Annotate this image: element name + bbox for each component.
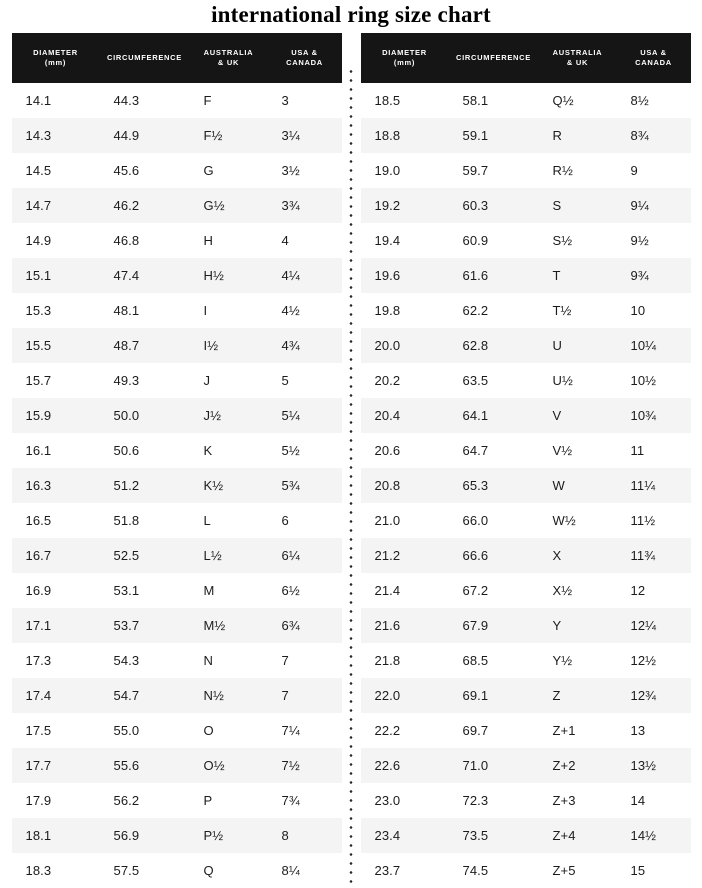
cell-australia-uk: T½ — [552, 303, 572, 319]
cell-australia-uk: M½ — [203, 618, 226, 634]
table-body-right — [361, 83, 691, 888]
cell-circumference: 51.2 — [113, 478, 140, 494]
cell-australia-uk: N½ — [203, 688, 224, 704]
table-row — [361, 608, 691, 643]
table-row — [361, 678, 691, 713]
cell-diameter: 16.9 — [25, 583, 52, 599]
cell-usa-canada: 11¾ — [630, 548, 656, 564]
column-header-australia-uk — [190, 33, 268, 83]
cell-diameter: 20.8 — [374, 478, 401, 494]
cell-australia-uk: J — [203, 373, 211, 389]
column-header-circumference-line1: CIRCUMFERENCE — [456, 53, 531, 63]
table-row — [361, 503, 691, 538]
column-header-usa-canada — [268, 33, 342, 83]
cell-usa-canada: 11 — [630, 443, 645, 459]
cell-diameter: 23.4 — [374, 828, 401, 844]
cell-usa-canada: 15 — [630, 863, 646, 879]
cell-diameter: 20.2 — [374, 373, 401, 389]
cell-australia-uk: L½ — [203, 548, 222, 564]
cell-usa-canada: 8¼ — [281, 863, 300, 879]
cell-diameter: 18.8 — [374, 128, 401, 144]
table-row — [12, 748, 342, 783]
cell-australia-uk: O½ — [203, 758, 225, 774]
cell-usa-canada: 7½ — [281, 758, 300, 774]
cell-diameter: 22.0 — [374, 688, 401, 704]
table-row — [12, 678, 342, 713]
cell-usa-canada: 14 — [630, 793, 646, 809]
cell-australia-uk: Z+4 — [552, 828, 576, 844]
cell-usa-canada: 7¼ — [281, 723, 300, 739]
cell-diameter: 19.8 — [374, 303, 401, 319]
cell-australia-uk: P — [203, 793, 213, 809]
cell-circumference: 49.3 — [113, 373, 140, 389]
column-header-circumference-line1: CIRCUMFERENCE — [107, 53, 182, 63]
cell-circumference: 67.9 — [462, 618, 489, 634]
cell-circumference: 53.7 — [113, 618, 140, 634]
cell-usa-canada: 10½ — [630, 373, 657, 389]
cell-usa-canada: 12 — [630, 583, 646, 599]
cell-australia-uk: X½ — [552, 583, 573, 599]
table-row — [12, 608, 342, 643]
cell-australia-uk: S½ — [552, 233, 573, 249]
cell-circumference: 66.6 — [462, 548, 489, 564]
cell-usa-canada: 8½ — [630, 93, 649, 109]
cell-diameter: 16.7 — [25, 548, 52, 564]
vertical-dotted-divider — [348, 67, 354, 888]
cell-australia-uk: W½ — [552, 513, 576, 529]
cell-usa-canada: 9½ — [630, 233, 649, 249]
column-header-usa-canada-line1: USA & — [291, 48, 318, 58]
cell-circumference: 56.2 — [113, 793, 140, 809]
cell-diameter: 15.1 — [25, 268, 52, 284]
column-header-australia-uk-line1: AUSTRALIA — [203, 48, 254, 58]
cell-diameter: 14.3 — [25, 128, 52, 144]
cell-diameter: 17.3 — [25, 653, 52, 669]
cell-circumference: 58.1 — [462, 93, 489, 109]
cell-usa-canada: 4 — [281, 233, 289, 249]
column-header-diameter — [12, 33, 100, 83]
cell-circumference: 57.5 — [113, 863, 140, 879]
cell-australia-uk: W — [552, 478, 565, 494]
cell-diameter: 18.1 — [25, 828, 52, 844]
table-row — [12, 818, 342, 853]
cell-australia-uk: I — [203, 303, 208, 319]
cell-circumference: 55.6 — [113, 758, 140, 774]
cell-usa-canada: 9 — [630, 163, 638, 179]
cell-circumference: 61.6 — [462, 268, 489, 284]
table-row — [12, 83, 342, 118]
cell-australia-uk: L — [203, 513, 211, 529]
cell-australia-uk: Z+3 — [552, 793, 576, 809]
cell-circumference: 48.1 — [113, 303, 140, 319]
cell-circumference: 56.9 — [113, 828, 140, 844]
cell-australia-uk: N — [203, 653, 213, 669]
cell-australia-uk: M — [203, 583, 215, 599]
table-row — [361, 188, 691, 223]
cell-australia-uk: U — [552, 338, 562, 354]
cell-diameter: 20.6 — [374, 443, 401, 459]
cell-usa-canada: 8 — [281, 828, 289, 844]
cell-circumference: 64.7 — [462, 443, 489, 459]
cell-australia-uk: U½ — [552, 373, 573, 389]
cell-usa-canada: 6 — [281, 513, 289, 529]
column-header-diameter — [361, 33, 449, 83]
cell-circumference: 59.7 — [462, 163, 489, 179]
cell-usa-canada: 11½ — [630, 513, 656, 529]
ring-size-table-left — [12, 33, 342, 888]
cell-circumference: 44.3 — [113, 93, 140, 109]
table-row — [361, 293, 691, 328]
table-row — [12, 258, 342, 293]
cell-australia-uk: S — [552, 198, 562, 214]
column-header-australia-uk-line2: & UK — [566, 58, 589, 68]
cell-diameter: 18.3 — [25, 863, 52, 879]
cell-usa-canada: 13 — [630, 723, 646, 739]
cell-usa-canada: 5½ — [281, 443, 300, 459]
table-row — [361, 468, 691, 503]
cell-usa-canada: 7 — [281, 688, 289, 704]
column-header-usa-canada-line2: CANADA — [286, 58, 323, 68]
column-header-australia-uk-line2: & UK — [217, 58, 240, 68]
column-header-circumference — [100, 33, 190, 83]
cell-circumference: 71.0 — [462, 758, 489, 774]
cell-circumference: 69.1 — [462, 688, 489, 704]
cell-diameter: 18.5 — [374, 93, 401, 109]
cell-usa-canada: 12½ — [630, 653, 657, 669]
cell-diameter: 23.7 — [374, 863, 401, 879]
cell-australia-uk: Q — [203, 863, 214, 879]
cell-usa-canada: 6¼ — [281, 548, 300, 564]
cell-circumference: 63.5 — [462, 373, 489, 389]
cell-usa-canada: 12¼ — [630, 618, 657, 634]
table-row — [12, 538, 342, 573]
cell-diameter: 23.0 — [374, 793, 401, 809]
table-row — [361, 83, 691, 118]
cell-australia-uk: G — [203, 163, 214, 179]
cell-circumference: 66.0 — [462, 513, 489, 529]
cell-usa-canada: 7¾ — [281, 793, 300, 809]
cell-usa-canada: 10¼ — [630, 338, 657, 354]
cell-australia-uk: Z — [552, 688, 561, 704]
cell-usa-canada: 4¼ — [281, 268, 300, 284]
column-header-diameter-line2: (mm) — [393, 58, 416, 68]
cell-diameter: 22.2 — [374, 723, 401, 739]
table-row — [12, 118, 342, 153]
table-row — [361, 153, 691, 188]
cell-circumference: 53.1 — [113, 583, 140, 599]
cell-usa-canada: 8¾ — [630, 128, 649, 144]
table-row — [12, 188, 342, 223]
table-row — [12, 433, 342, 468]
cell-australia-uk: P½ — [203, 828, 224, 844]
table-row — [12, 293, 342, 328]
cell-circumference: 52.5 — [113, 548, 140, 564]
cell-diameter: 16.1 — [25, 443, 52, 459]
cell-diameter: 19.4 — [374, 233, 401, 249]
cell-australia-uk: G½ — [203, 198, 225, 214]
cell-diameter: 19.2 — [374, 198, 401, 214]
table-row — [12, 153, 342, 188]
cell-usa-canada: 9¾ — [630, 268, 649, 284]
cell-australia-uk: Y½ — [552, 653, 573, 669]
right-table-wrapper — [361, 33, 691, 888]
table-row — [361, 398, 691, 433]
table-row — [12, 713, 342, 748]
cell-australia-uk: V — [552, 408, 562, 424]
cell-circumference: 73.5 — [462, 828, 489, 844]
cell-australia-uk: I½ — [203, 338, 219, 354]
cell-australia-uk: R — [552, 128, 562, 144]
cell-usa-canada: 10 — [630, 303, 646, 319]
cell-circumference: 68.5 — [462, 653, 489, 669]
table-row — [361, 223, 691, 258]
cell-circumference: 67.2 — [462, 583, 489, 599]
cell-diameter: 14.5 — [25, 163, 52, 179]
table-row — [361, 748, 691, 783]
table-row — [12, 643, 342, 678]
table-row — [12, 468, 342, 503]
column-header-australia-uk — [539, 33, 617, 83]
column-header-diameter-line2: (mm) — [44, 58, 67, 68]
cell-australia-uk: Z+1 — [552, 723, 576, 739]
cell-diameter: 16.5 — [25, 513, 52, 529]
cell-diameter: 17.5 — [25, 723, 52, 739]
table-row — [361, 118, 691, 153]
table-row — [12, 328, 342, 363]
cell-usa-canada: 3½ — [281, 163, 300, 179]
left-table-wrapper — [12, 33, 342, 888]
table-row — [361, 328, 691, 363]
cell-circumference: 59.1 — [462, 128, 489, 144]
table-row — [12, 223, 342, 258]
table-body-left — [12, 83, 342, 888]
cell-usa-canada: 5¾ — [281, 478, 300, 494]
cell-usa-canada: 12¾ — [630, 688, 657, 704]
cell-australia-uk: K — [203, 443, 213, 459]
cell-circumference: 47.4 — [113, 268, 140, 284]
cell-diameter: 17.7 — [25, 758, 52, 774]
table-row — [12, 363, 342, 398]
tables-container — [0, 33, 702, 888]
cell-diameter: 15.9 — [25, 408, 52, 424]
column-header-diameter-line1: DIAMETER — [382, 48, 427, 58]
table-row — [12, 573, 342, 608]
cell-usa-canada: 4¾ — [281, 338, 300, 354]
table-row — [361, 818, 691, 853]
cell-diameter: 14.7 — [25, 198, 52, 214]
table-header-right — [361, 33, 691, 83]
cell-australia-uk: F½ — [203, 128, 223, 144]
cell-circumference: 69.7 — [462, 723, 489, 739]
cell-diameter: 20.4 — [374, 408, 401, 424]
cell-usa-canada: 3¾ — [281, 198, 300, 214]
cell-australia-uk: X — [552, 548, 562, 564]
table-row — [361, 573, 691, 608]
cell-usa-canada: 3¼ — [281, 128, 300, 144]
cell-australia-uk: Z+5 — [552, 863, 576, 879]
cell-circumference: 62.8 — [462, 338, 489, 354]
cell-australia-uk: H — [203, 233, 213, 249]
cell-usa-canada: 4½ — [281, 303, 300, 319]
cell-usa-canada: 6½ — [281, 583, 300, 599]
cell-circumference: 46.8 — [113, 233, 140, 249]
cell-australia-uk: H½ — [203, 268, 224, 284]
cell-diameter: 19.6 — [374, 268, 401, 284]
table-row — [361, 538, 691, 573]
cell-diameter: 22.6 — [374, 758, 401, 774]
cell-usa-canada: 6¾ — [281, 618, 300, 634]
cell-diameter: 20.0 — [374, 338, 401, 354]
table-row — [12, 853, 342, 888]
cell-circumference: 50.0 — [113, 408, 140, 424]
header-row — [12, 33, 342, 83]
column-header-australia-uk-line1: AUSTRALIA — [552, 48, 603, 58]
column-header-usa-canada-line1: USA & — [640, 48, 667, 58]
table-row — [361, 433, 691, 468]
cell-diameter: 17.4 — [25, 688, 52, 704]
cell-circumference: 64.1 — [462, 408, 489, 424]
cell-australia-uk: O — [203, 723, 214, 739]
cell-diameter: 21.0 — [374, 513, 401, 529]
cell-usa-canada: 13½ — [630, 758, 657, 774]
cell-usa-canada: 5 — [281, 373, 289, 389]
cell-diameter: 14.9 — [25, 233, 52, 249]
cell-diameter: 15.5 — [25, 338, 52, 354]
cell-usa-canada: 3 — [281, 93, 289, 109]
cell-australia-uk: Y — [552, 618, 562, 634]
cell-diameter: 16.3 — [25, 478, 52, 494]
table-row — [361, 363, 691, 398]
cell-circumference: 48.7 — [113, 338, 140, 354]
cell-australia-uk: K½ — [203, 478, 224, 494]
cell-usa-canada: 10¾ — [630, 408, 657, 424]
cell-diameter: 15.7 — [25, 373, 52, 389]
table-row — [361, 853, 691, 888]
cell-australia-uk: T — [552, 268, 561, 284]
cell-usa-canada: 9¼ — [630, 198, 649, 214]
cell-australia-uk: V½ — [552, 443, 573, 459]
cell-circumference: 45.6 — [113, 163, 140, 179]
cell-circumference: 50.6 — [113, 443, 140, 459]
cell-circumference: 62.2 — [462, 303, 489, 319]
ring-size-table-right — [361, 33, 691, 888]
cell-circumference: 46.2 — [113, 198, 140, 214]
header-row — [361, 33, 691, 83]
cell-circumference: 60.9 — [462, 233, 489, 249]
column-header-circumference — [449, 33, 539, 83]
cell-usa-canada: 7 — [281, 653, 289, 669]
cell-diameter: 15.3 — [25, 303, 52, 319]
column-header-diameter-line1: DIAMETER — [33, 48, 78, 58]
cell-circumference: 44.9 — [113, 128, 140, 144]
cell-usa-canada: 14½ — [630, 828, 657, 844]
table-row — [361, 713, 691, 748]
cell-diameter: 21.2 — [374, 548, 401, 564]
cell-australia-uk: J½ — [203, 408, 222, 424]
cell-australia-uk: Q½ — [552, 93, 574, 109]
cell-circumference: 74.5 — [462, 863, 489, 879]
cell-australia-uk: F — [203, 93, 212, 109]
table-header-left — [12, 33, 342, 83]
cell-circumference: 54.7 — [113, 688, 140, 704]
column-header-usa-canada — [617, 33, 691, 83]
cell-usa-canada: 5¼ — [281, 408, 300, 424]
cell-diameter: 21.8 — [374, 653, 401, 669]
table-row — [361, 643, 691, 678]
cell-usa-canada: 11¼ — [630, 478, 656, 494]
cell-diameter: 17.9 — [25, 793, 52, 809]
page-title: international ring size chart — [211, 2, 491, 27]
cell-diameter: 14.1 — [25, 93, 52, 109]
cell-diameter: 21.6 — [374, 618, 401, 634]
table-row — [361, 258, 691, 293]
cell-circumference: 55.0 — [113, 723, 140, 739]
cell-diameter: 21.4 — [374, 583, 401, 599]
table-row — [12, 503, 342, 538]
cell-australia-uk: Z+2 — [552, 758, 576, 774]
table-row — [12, 783, 342, 818]
column-header-usa-canada-line2: CANADA — [635, 58, 672, 68]
cell-diameter: 17.1 — [25, 618, 52, 634]
table-row — [12, 398, 342, 433]
cell-circumference: 60.3 — [462, 198, 489, 214]
cell-australia-uk: R½ — [552, 163, 573, 179]
cell-circumference: 51.8 — [113, 513, 140, 529]
cell-circumference: 54.3 — [113, 653, 140, 669]
cell-circumference: 72.3 — [462, 793, 489, 809]
cell-circumference: 65.3 — [462, 478, 489, 494]
table-row — [361, 783, 691, 818]
cell-diameter: 19.0 — [374, 163, 401, 179]
